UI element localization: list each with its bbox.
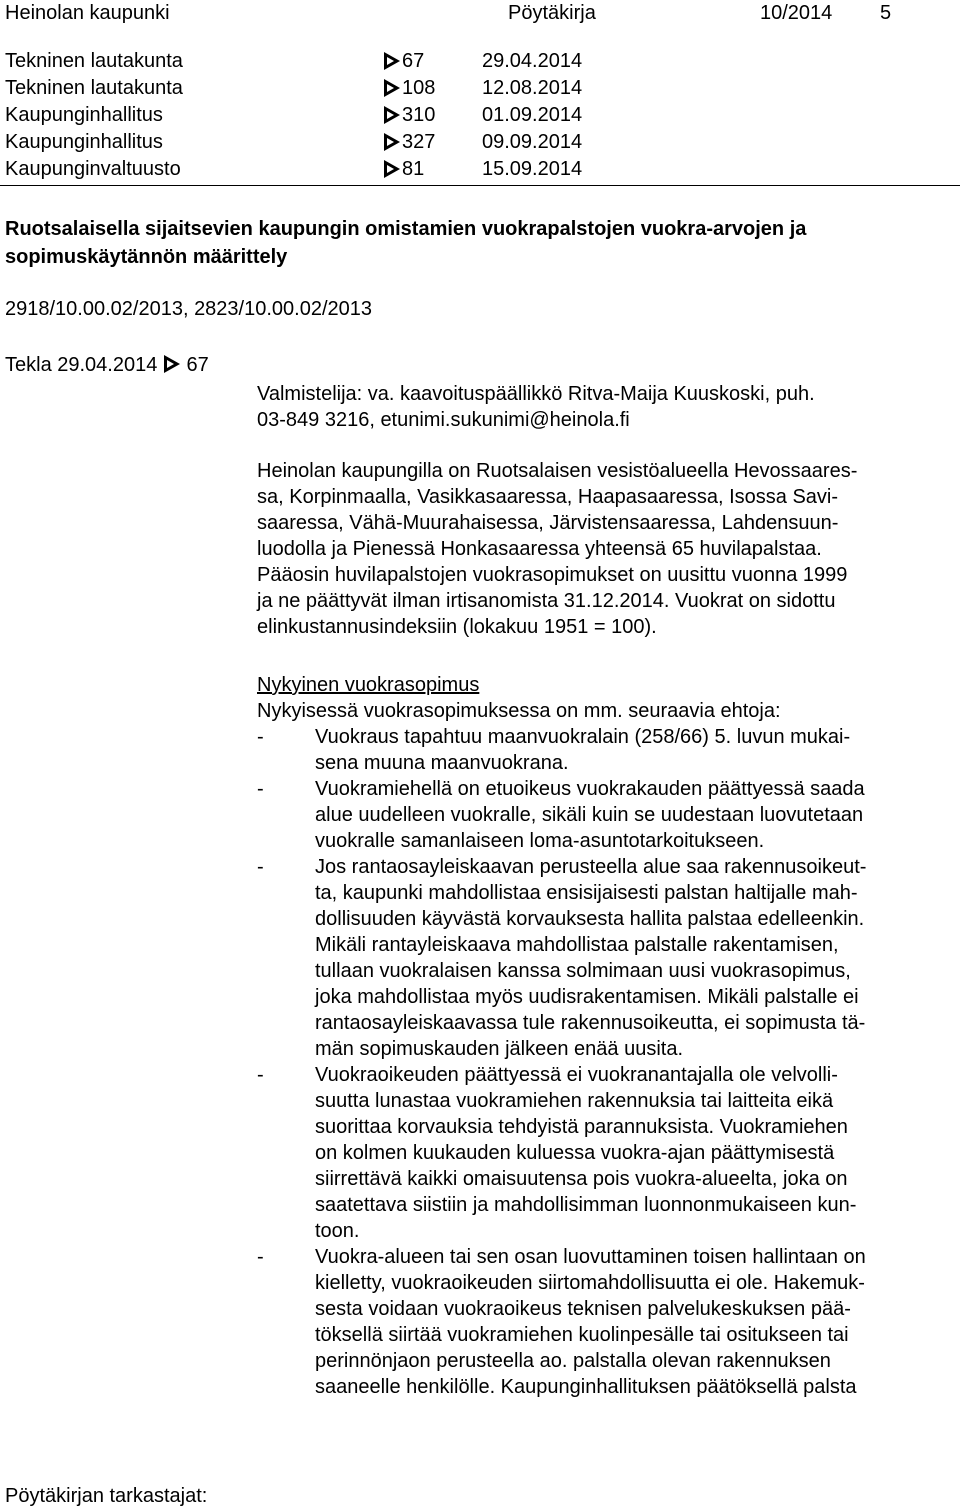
history-section: 310: [402, 104, 436, 126]
dash-marker: -: [257, 726, 264, 748]
intro-line: luodolla ja Pienessä Honkasaaressa yhteensä 65 huvilapalstaa.: [257, 538, 822, 560]
history-row: [5, 75, 955, 101]
term-item: [257, 1244, 957, 1400]
term-line: saatettava siistiin ja mahdollisimman luonnonmukaiseen kun-: [315, 1194, 857, 1216]
history-date: 29.04.2014: [482, 50, 583, 72]
term-line: alue uudelleen vuokralle, sikäli kuin se uudestaan luovutetaan: [315, 804, 864, 826]
history-body: Kaupunginhallitus: [5, 131, 163, 153]
term-line: män sopimuskauden jälkeen enää uusita.: [315, 1038, 684, 1060]
arrow-right-icon: [383, 132, 401, 152]
dash-marker: -: [257, 1246, 264, 1268]
meeting-date: Tekla 29.04.2014: [5, 354, 158, 376]
intro-line: sa, Korpinmaalla, Vasikkasaaressa, Haapasaaressa, Isossa Savi-: [257, 486, 839, 508]
intro-paragraph: [257, 458, 957, 640]
divider: [0, 185, 960, 186]
term-line: Jos rantaosayleiskaavan perusteella alue saa rakennusoikeut-: [315, 856, 867, 878]
diary-numbers: 2918/10.00.02/2013, 2823/10.00.02/2013: [5, 298, 373, 320]
term-line: suutta lunastaa vuokramiehen rakennuksia tai laitteita eikä: [315, 1090, 834, 1112]
dash-marker: -: [257, 778, 264, 800]
section-heading: Nykyinen vuokrasopimus: [257, 674, 480, 696]
history-section: 327: [402, 131, 436, 153]
dash-marker: -: [257, 1064, 264, 1086]
history-section: 108: [402, 77, 436, 99]
terms-list: [257, 724, 957, 1400]
term-line: kielletty, vuokraoikeuden siirtomahdollisuutta ei ole. Hakemuk-: [315, 1272, 865, 1294]
history-row: [5, 156, 955, 182]
header-number: 10/2014: [760, 2, 833, 24]
arrow-right-icon: [163, 354, 181, 374]
history-body: Tekninen lautakunta: [5, 50, 183, 72]
header-org: Heinolan kaupunki: [5, 2, 170, 24]
history-date: 01.09.2014: [482, 104, 583, 126]
term-line: joka mahdollistaa myös uudisrakentamisen. Mikäli palstalle ei: [315, 986, 859, 1008]
arrow-right-icon: [383, 105, 401, 125]
intro-line: Heinolan kaupungilla on Ruotsalaisen vesistöalueella Hevossaares-: [257, 460, 858, 482]
preparer-contact: 03-849 3216, etunimi.sukunimi@heinola.fi: [257, 409, 630, 431]
term-line: Mikäli rantayleiskaava mahdollistaa palstalle rakentamisen,: [315, 934, 839, 956]
footer-inspectors: Pöytäkirjan tarkastajat:: [5, 1485, 208, 1507]
history-body: Kaupunginvaltuusto: [5, 158, 181, 180]
section-intro: Nykyisessä vuokrasopimuksessa on mm. seuraavia ehtoja:: [257, 700, 781, 722]
preparer-block: [257, 381, 957, 433]
history-section: 67: [402, 50, 425, 72]
term-line: Vuokraoikeuden päättyessä ei vuokranantajalla ole velvolli-: [315, 1064, 838, 1086]
arrow-right-icon: [383, 159, 401, 179]
intro-line: Pääosin huvilapalstojen vuokrasopimukset on uusittu vuonna 1999: [257, 564, 848, 586]
term-line: saaneelle henkilölle. Kaupunginhallituksen päätöksellä palsta: [315, 1376, 857, 1398]
term-item: [257, 1062, 957, 1244]
term-item: [257, 724, 957, 776]
history-date: 12.08.2014: [482, 77, 583, 99]
intro-line: saaressa, Vähä-Muurahaisessa, Järvistensaaressa, Lahdensuun-: [257, 512, 839, 534]
header-doc-type: Pöytäkirja: [508, 2, 596, 24]
term-line: töksellä siirtää vuokramiehen kuolinpesälle tai ositukseen tai: [315, 1324, 849, 1346]
term-line: dollisuuden käyvästä korvauksesta hallita palstaa edelleenkin.: [315, 908, 865, 930]
history-body: Tekninen lautakunta: [5, 77, 183, 99]
meeting-section: 67: [186, 354, 209, 376]
term-line: on kolmen kuukauden kuluessa vuokra-ajan päättymisestä: [315, 1142, 835, 1164]
term-line: tullaan vuokralaisen kanssa solmimaan uusi vuokrasopimus,: [315, 960, 851, 982]
header-page: 5: [880, 2, 892, 24]
history-row: [5, 102, 955, 128]
term-line: sesta voidaan vuokraoikeus teknisen palvelukeskuksen pää-: [315, 1298, 851, 1320]
term-line: siirrettävä kaikki omaisuutensa pois vuokra-alueelta, joka on: [315, 1168, 848, 1190]
preparer-line: Valmistelija: va. kaavoituspäällikkö Ritva-Maija Kuuskoski, puh.: [257, 383, 815, 405]
term-line: Vuokra-alueen tai sen osan luovuttaminen toisen hallintaan on: [315, 1246, 866, 1268]
term-line: rantaosayleiskaavassa tule rakennusoikeutta, ei sopimusta tä-: [315, 1012, 866, 1034]
intro-line: ja ne päättyvät ilman irtisanomista 31.12.2014. Vuokrat on sidottu: [257, 590, 836, 612]
term-line: toon.: [315, 1220, 360, 1242]
term-line: suorittaa korvauksia tehdyistä parannuksista. Vuokramiehen: [315, 1116, 848, 1138]
term-line: perinnönjaon perusteella ao. palstalla olevan rakennuksen: [315, 1350, 831, 1372]
term-line: ta, kaupunki mahdollistaa ensisijaisesti palstan haltijalle mah-: [315, 882, 858, 904]
term-line: vuokralle samanlaiseen loma-asuntotarkoitukseen.: [315, 830, 765, 852]
history-date: 09.09.2014: [482, 131, 583, 153]
arrow-right-icon: [383, 51, 401, 71]
meeting-reference: [5, 352, 209, 378]
history-row: [5, 48, 955, 74]
page-title: Ruotsalaisella sijaitsevien kaupungin omistamien vuokrapalstojen vuokra-arvojen ja sopimuskäytännön määrittely: [5, 218, 807, 268]
intro-line: elinkustannusindeksiin (lokakuu 1951 = 100).: [257, 616, 657, 638]
history-row: [5, 129, 955, 155]
arrow-right-icon: [383, 78, 401, 98]
dash-marker: -: [257, 856, 264, 878]
term-item: [257, 776, 957, 854]
history-date: 15.09.2014: [482, 158, 583, 180]
term-item: [257, 854, 957, 1062]
history-section: 81: [402, 158, 425, 180]
history-body: Kaupunginhallitus: [5, 104, 163, 126]
current-agreement-section: [257, 672, 957, 1400]
term-line: sena muuna maanvuokrana.: [315, 752, 569, 774]
term-line: Vuokramiehellä on etuoikeus vuokrakauden päättyessä saada: [315, 778, 865, 800]
term-line: Vuokraus tapahtuu maanvuokralain (258/66) 5. luvun mukai-: [315, 726, 851, 748]
